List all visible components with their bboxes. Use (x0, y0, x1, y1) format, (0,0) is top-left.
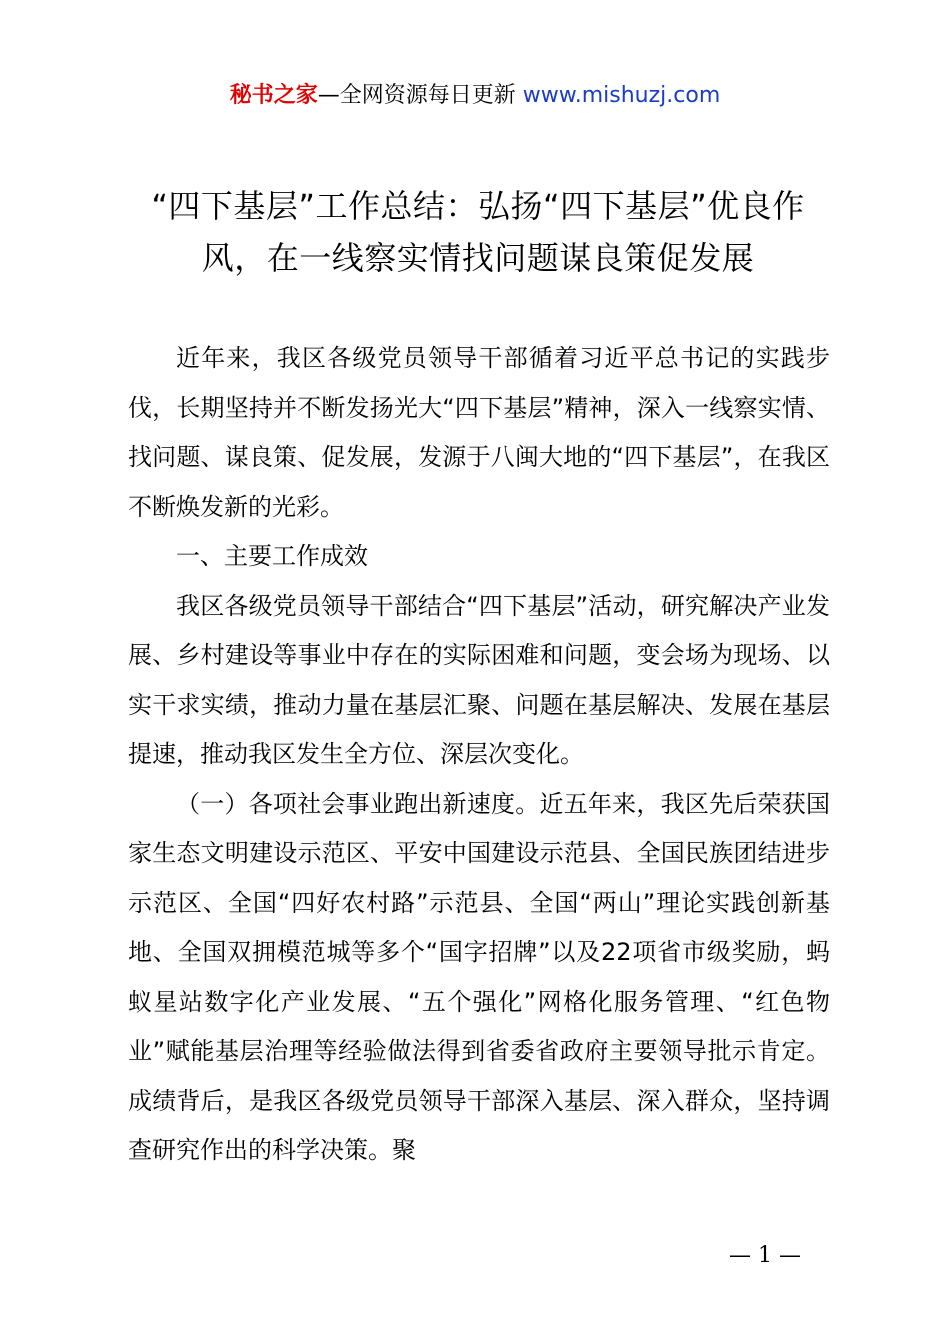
document-body (128, 334, 830, 1176)
page-number: — 1 — (729, 1243, 801, 1268)
site-url-link[interactable]: www.mishuzj.com (522, 83, 721, 108)
site-header (0, 80, 950, 112)
site-brand: 秘书之家 (229, 83, 318, 108)
site-tagline: 全网资源每日更新 (339, 83, 516, 108)
header-separator: — (317, 83, 340, 108)
section-heading: 一、主要工作成效 (176, 542, 368, 570)
paragraph-section-one: （一）各项社会事业跑出新速度。近五年来，我区先后荣获国家生态文明建设示范区、平安中国建设示范县、全国民族团结进步示范区、全国“四好农村路”示范县、全国“两山”理论实践创新基地、全国双拥模范城等多个“国字招牌”以及22项省市级奖励，蚂蚁星站数字化产业发展、“五个强化”网格化服务管理、“红色物业”赋能基层治理等经验做法得到省委省政府主要领导批示肯定。成绩背后，是我区各级党员领导干部深入基层、深入群众，坚持调查研究作出的科学决策。聚 (128, 789, 830, 1164)
document-title: “四下基层”工作总结：弘扬“四下基层”优良作风，在一线察实情找问题谋良策促发展 (151, 187, 805, 277)
paragraph-summary: 我区各级党员领导干部结合“四下基层”活动，研究解决产业发展、乡村建设等事业中存在的实际困难和问题，变会场为现场、以实干求实绩，推动力量在基层汇聚、问题在基层解决、发展在基层提速，推动我区发生全方位、深层次变化。 (128, 591, 830, 768)
paragraph-intro: 近年来，我区各级党员领导干部循着习近平总书记的实践步伐，长期坚持并不断发扬光大“四下基层”精神，深入一线察实情、找问题、谋良策、促发展，发源于八闽大地的“四下基层”，在我区不断焕发新的光彩。 (128, 344, 830, 521)
